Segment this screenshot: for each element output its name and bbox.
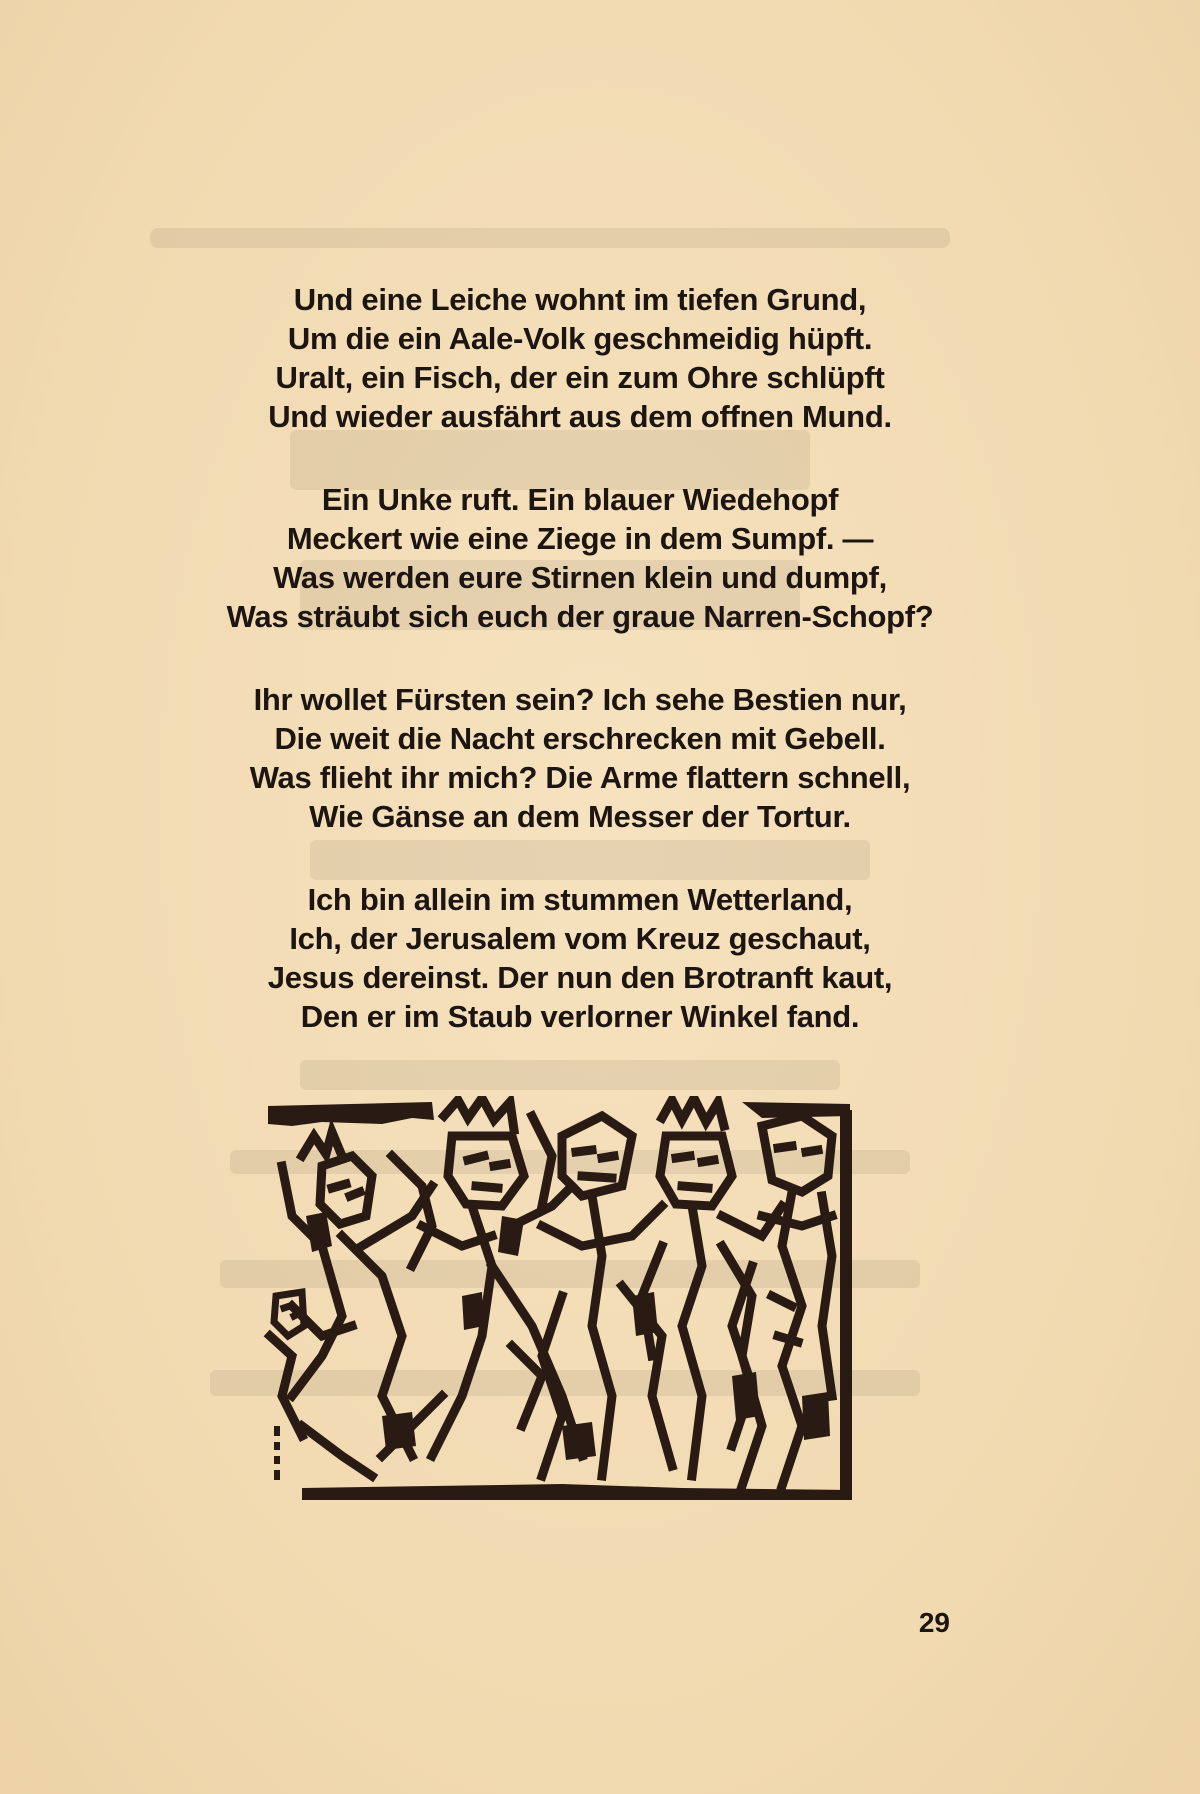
verse-line: Den er im Staub verlorner Winkel fand.: [300, 999, 860, 1034]
page-number: 29: [918, 1607, 950, 1638]
verse-line: Was flieht ihr mich? Die Arme flattern schnell,: [249, 760, 911, 795]
verse-line: Um die ein Aale-Volk geschmeidig hüpft.: [287, 321, 873, 356]
verse-line: Meckert wie eine Ziege in dem Sumpf. —: [286, 521, 874, 556]
verse-line: Und wieder ausfährt aus dem offnen Mund.: [268, 399, 892, 434]
verse-line: Jesus dereinst. Der nun den Brotranft kaut,: [267, 960, 893, 995]
verse-line: Was werden eure Stirnen klein und dumpf,: [273, 560, 887, 595]
stanza-2: [150, 480, 1010, 636]
stanza-4: [150, 880, 1010, 1036]
verse-line: Ich, der Jerusalem vom Kreuz geschaut,: [289, 921, 871, 956]
verse-line: Und eine Leiche wohnt im tiefen Grund,: [293, 282, 867, 317]
verse-line: Ich bin allein im stummen Wetterland,: [307, 882, 853, 917]
verse-line: Ein Unke ruft. Ein blauer Wiedehopf: [321, 482, 839, 517]
verse-line: Wie Gänse an dem Messer der Tortur.: [309, 799, 851, 834]
verse-line: Ihr wollet Fürsten sein? Ich sehe Bestien nur,: [253, 682, 907, 717]
stanza-3: [150, 680, 1010, 836]
poem-text: [150, 280, 1010, 1036]
verse-line: Was sträubt sich euch der graue Narren-Schopf?: [226, 599, 934, 634]
woodcut-dancing-figures-illustration: [262, 1096, 856, 1502]
stanza-1: [150, 280, 1010, 436]
verse-line: Uralt, ein Fisch, der ein zum Ohre schlüpft: [275, 360, 885, 395]
verse-line: Die weit die Nacht erschrecken mit Gebell.: [274, 721, 886, 756]
